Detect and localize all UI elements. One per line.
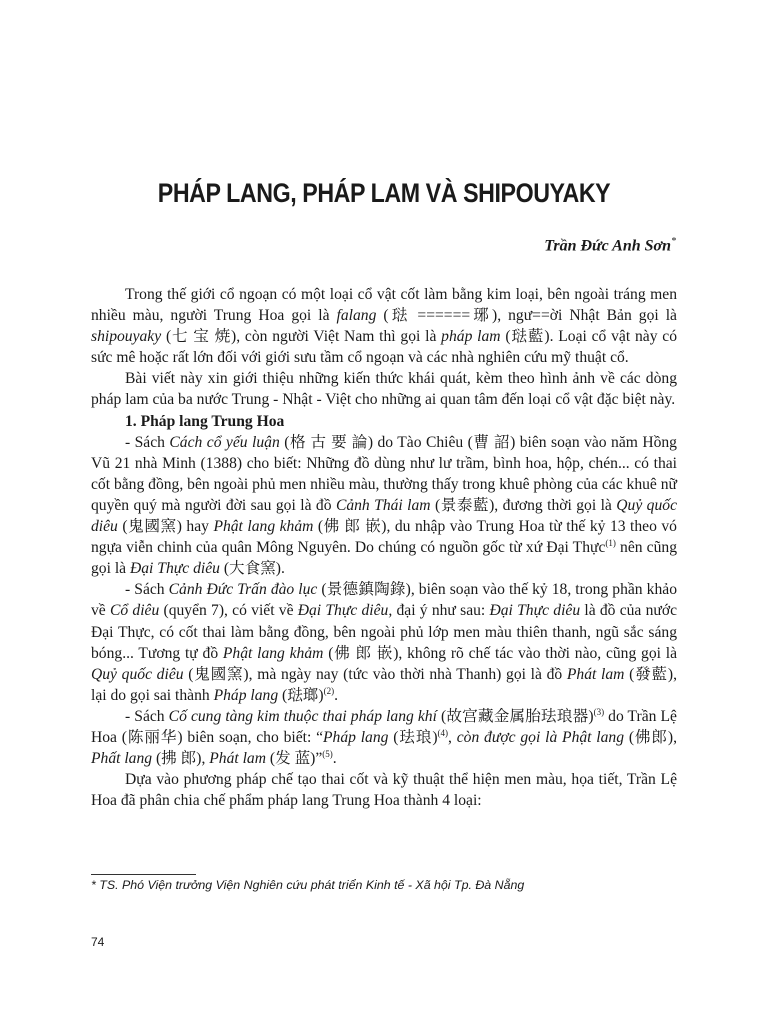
emphasis-text: pháp lam — [441, 328, 501, 346]
author-line — [544, 236, 676, 255]
text-run: (quyển 7), có viết về — [159, 602, 298, 620]
body-paragraph — [91, 432, 677, 580]
emphasis-text: Pháp lang — [323, 728, 389, 746]
text-run: 1. Pháp lang Trung Hoa — [125, 412, 285, 430]
text-run: do Trần Lệ Hoa (陈丽华) biên soạn, cho biết: “ — [91, 707, 677, 746]
emphasis-text: Phát lam — [209, 750, 266, 768]
text-run: Trong thế giới cổ ngoạn có một loại cổ vật cốt làm bằng kim loại, bên ngoài tráng men nhiều màu, người Trung Hoa gọi là — [91, 286, 677, 325]
author-name: Trần Đức Anh Sơn — [544, 237, 671, 255]
emphasis-text: Phất lang — [91, 750, 153, 768]
text-run: . — [334, 686, 339, 704]
text-run: (故宫藏金属胎珐琅器) — [436, 707, 594, 725]
emphasis-text: Đại Thực diêu, — [297, 602, 393, 620]
footnote-ref: (1) — [605, 537, 616, 548]
footnote: * TS. Phó Viện trưởng Viện Nghiên cứu phát triển Kinh tế - Xã hội Tp. Đà Nẵng — [91, 878, 525, 892]
article-body — [91, 284, 677, 811]
text-run: (珐琅) — [388, 728, 438, 746]
article-title: PHÁP LANG, PHÁP LAM VÀ SHIPOUYAKY — [157, 178, 611, 208]
text-run: (琺瑯) — [278, 686, 324, 704]
emphasis-text: Đại Thực diêu — [129, 560, 220, 578]
text-run: (发 蓝)” — [266, 750, 323, 768]
text-run: , — [448, 728, 457, 746]
text-run: (佛 郎 嵌), du nhập vào Trung Hoa từ thế kỷ 13 theo vó ngựa viễn chinh của quân Mông Nguyên. Do chúng có nguồn gốc từ xứ Đại Thực — [91, 518, 677, 557]
text-run: (琺 ======琊), ngư==ời Nhật Bản gọi là — [376, 307, 677, 325]
emphasis-text: Cảnh Thái lam — [335, 496, 431, 514]
footnote-ref: (2) — [323, 685, 335, 696]
text-run: (鬼國窯), mà ngày nay (tức vào thời nhà Thanh) gọi là đồ — [183, 665, 567, 683]
body-paragraph — [91, 706, 677, 769]
body-paragraph — [91, 579, 677, 706]
emphasis-text: Đại Thực diêu — [489, 602, 581, 620]
emphasis-text: Pháp lang — [213, 686, 279, 704]
text-run: (發藍), lại do gọi sai thành — [91, 665, 678, 704]
text-run: - Sách — [125, 433, 170, 451]
page-number: 74 — [91, 935, 105, 949]
footnote-ref: (3) — [593, 706, 605, 717]
emphasis-text: Cảnh Đức Trấn đào lục — [168, 581, 318, 599]
text-run: (大食窯). — [219, 560, 285, 578]
footnote-ref: (4) — [437, 727, 449, 738]
text-run: (琺藍). Loại cổ vật này có sức mê hoặc rất lớn đối với giới sưu tầm cổ ngoạn và các nhà nghiên cứu mỹ thuật cổ. — [91, 328, 677, 367]
text-run: (七 宝 焼), còn người Việt Nam thì gọi là — [161, 328, 442, 346]
text-run: nên cũng gọi là — [91, 539, 677, 578]
footnote-divider — [91, 874, 196, 875]
text-run: (格 古 要 論) do Tào Chiêu (曹 詔) biên soạn vào năm Hồng Vũ 21 nhà Minh (1388) cho biết: Những đồ dùng như lư trầm, bình hoa, hộp, chén... có thai cốt bằng đồng, bên ngoài phủ men nhiều màu, thường thấy trong khuê phòng của các khuê nữ quyền quý mà người đời sau gọi là đồ — [91, 433, 677, 514]
text-run: Dựa vào phương pháp chế tạo thai cốt và kỹ thuật thể hiện men màu, họa tiết, Trần Lệ Hoa đã phân chia chế phẩm pháp lang Trung Hoa thành 4 loại: — [91, 771, 677, 810]
footnote-ref: (5) — [322, 748, 333, 759]
emphasis-text: Phật lang khảm — [213, 518, 314, 536]
text-run: Bài viết này xin giới thiệu những kiến thức khái quát, kèm theo hình ảnh về các dòng pháp lam của ba nước Trung - Nhật - Việt cho những ai quan tâm đến loại cổ vật đặc biệt này. — [91, 370, 677, 409]
text-run: (拂 郎), — [152, 750, 210, 768]
emphasis-text: Cố cung tàng kim thuộc thai pháp lang khí — [168, 707, 437, 725]
emphasis-text: shipouyaky — [91, 328, 162, 346]
body-paragraph — [91, 284, 677, 368]
emphasis-text: Cổ diêu — [109, 602, 160, 620]
section-heading — [91, 411, 677, 432]
text-run: - Sách — [125, 707, 169, 725]
text-run: - Sách — [125, 581, 169, 599]
text-run: (鬼國窯) hay — [117, 518, 214, 536]
emphasis-text: Phát lam — [566, 665, 625, 683]
body-paragraph — [91, 769, 677, 811]
text-run: (佛 郎 嵌), không rõ chế tác vào thời nào, cũng gọi là — [323, 644, 678, 662]
text-run: (景泰藍), đương thời gọi là — [430, 496, 617, 514]
emphasis-text: Quỷ quốc diêu — [91, 496, 677, 536]
text-run: . — [332, 750, 337, 768]
text-run: (佛郎), — [624, 728, 677, 746]
emphasis-text: Cách cổ yếu luận — [169, 433, 280, 451]
text-run: (景德鎮陶錄), biên soạn vào thế kỷ 18, trong phần khảo về — [91, 581, 677, 620]
emphasis-text: Phật lang khảm — [222, 644, 324, 662]
text-run: đại ý như sau: — [392, 602, 490, 620]
text-run: là đồ của nước Đại Thực, có cốt thai làm bằng đồng, bên ngoài phủ lớp men màu thiên thanh, ngũ sắc sáng bóng... Tương tự đồ — [91, 602, 677, 662]
body-paragraph — [91, 368, 677, 410]
emphasis-text: còn được gọi là Phật lang — [456, 728, 625, 746]
emphasis-text: falang — [336, 307, 377, 325]
emphasis-text: Quỷ quốc diêu — [91, 665, 184, 683]
author-footnote-mark: * — [671, 236, 676, 247]
